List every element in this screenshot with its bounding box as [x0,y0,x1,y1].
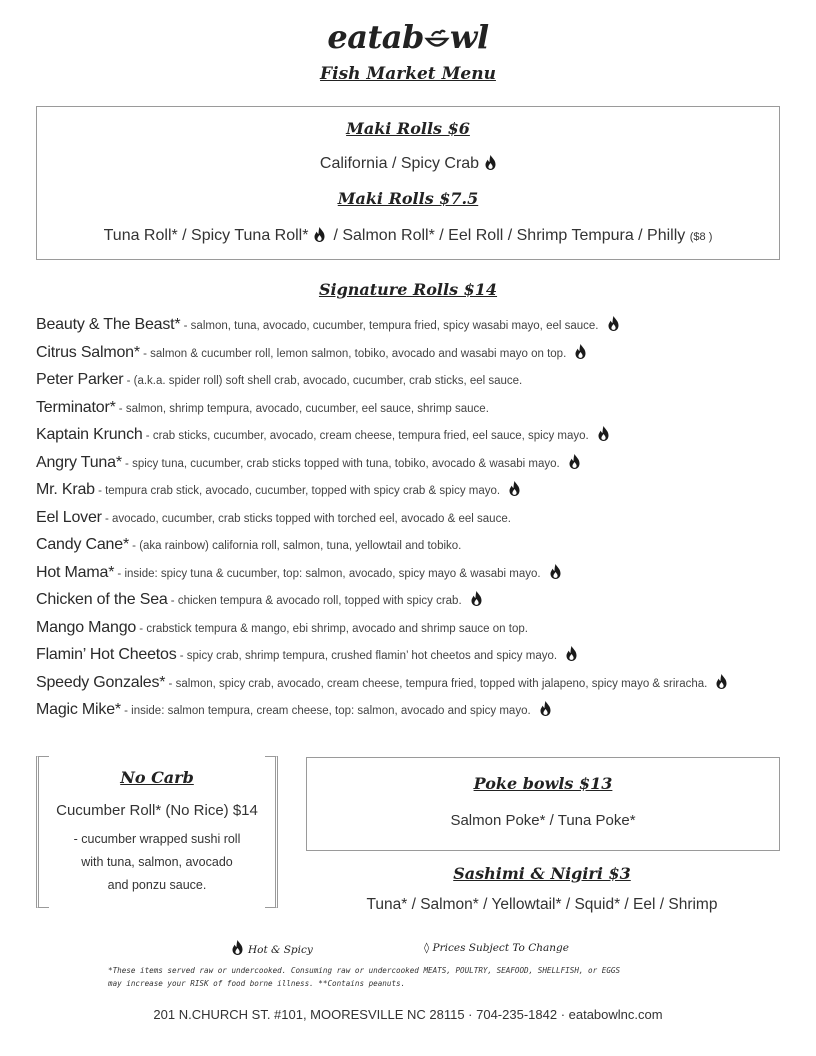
signature-roll-item [36,672,727,694]
maki-rolls-6-items [37,155,779,173]
roll-description: - chicken tempura & avocado roll, topped with spicy crab. [167,595,462,607]
roll-name: Mango Mango [36,618,137,636]
roll-name: Mr. Krab [36,481,95,498]
flame-icon [314,227,325,242]
signature-roll-item [36,314,619,336]
poke-bowls-items: Salmon Poke* / Tuna Poke* [450,812,636,829]
roll-description: - inside: spicy tuna & cucumber, top: salmon, avocado, spicy mayo & wasabi mayo. [114,567,541,580]
signature-roll-item [36,534,461,556]
sashimi-nigiri-items: Tuna* / Salmon* / Yellowtail* / Squid* / Eel / Shrimp [366,896,718,913]
roll-description: - salmon & cucumber roll, lemon salmon, tobiko, avocado and wasabi mayo on top. [139,347,567,360]
roll-description: - inside: salmon tempura, cream cheese, top: salmon, avocado and spicy mayo. [120,705,531,717]
signature-roll-item [36,589,482,611]
philly-price: ($8 ) [689,231,713,243]
no-carb-item: Cucumber Roll* (No Rice) $14 [56,802,258,819]
flame-icon [575,344,586,359]
roll-name: Flamin’ Hot Cheetos [36,646,177,663]
roll-name: Citrus Salmon* [36,343,140,361]
logo-text-right: wl [449,18,489,56]
roll-description: - spicy tuna, cucumber, crab sticks topped with tuna, tobiko, avocado & wasabi mayo. [121,457,560,470]
flame-icon [509,481,520,496]
no-carb-desc-3: and ponzu sauce. [107,878,207,892]
roll-name: Chicken of the Sea [36,591,168,608]
roll-name: Hot Mama* [36,563,115,581]
roll-description: - (a.k.a. spider roll) soft shell crab, avocado, cucumber, crab sticks, eel sauce. [123,375,523,387]
signature-roll-item [36,617,528,639]
disclaimer-line-2: may increase your RISK of food borne illness. **Contains peanuts. [108,979,406,988]
signature-roll-item [36,397,489,419]
no-carb-desc-2: with tuna, salmon, avocado [81,855,233,869]
roll-description: - crab sticks, cucumber, avocado, cream cheese, tempura fried, eel sauce, spicy mayo. [142,430,589,442]
flame-icon [540,701,551,716]
no-carb-box [36,756,278,908]
roll-description: - salmon, spicy crab, avocado, cream cheese, tempura fried, topped with jalapeno, spicy mayo & sriracha. [165,677,708,690]
flame-icon [598,426,609,441]
roll-name: Peter Parker [36,371,124,388]
signature-roll-item [36,507,511,529]
flame-icon [471,591,482,606]
maki-rolls-75-text-a: Tuna Roll* / Spicy Tuna Roll* [103,227,309,244]
disclaimer-line-1: *These items served raw or undercooked. Consuming raw or undercooked MEATS, POULTRY, SEAFOOD, SHELLFISH, or EGGS [108,966,621,975]
maki-rolls-75-title: Maki Rolls $7.5 [337,189,479,208]
bowl-icon [424,26,450,52]
flame-icon [566,646,577,661]
logo [0,18,816,58]
roll-name: Candy Cane* [36,536,129,553]
signature-roll-item [36,342,586,364]
no-carb-title: No Carb [120,768,194,787]
roll-name: Beauty & The Beast* [36,316,181,333]
roll-description: - tempura crab stick, avocado, cucumber, topped with spicy crab & spicy mayo. [94,485,501,497]
no-carb-desc-1: - cucumber wrapped sushi roll [73,832,241,846]
maki-rolls-6-title: Maki Rolls $6 [346,119,470,138]
maki-rolls-75-text-b: / Salmon Roll* / Eel Roll / Shrimp Tempura / Philly [333,227,686,244]
flame-icon [569,454,580,469]
roll-name: Speedy Gonzales* [36,673,166,691]
menu-subtitle: Fish Market Menu [320,64,496,84]
maki-rolls-6-text: California / Spicy Crab [319,155,480,172]
signature-roll-item [36,424,609,446]
roll-name: Terminator* [36,398,116,416]
roll-description: - spicy crab, shrimp tempura, crushed flamin’ hot cheetos and spicy mayo. [176,650,558,662]
roll-description: - salmon, tuna, avocado, cucumber, tempura fried, spicy wasabi mayo, eel sauce. [180,320,599,332]
flame-icon [550,564,561,579]
signature-roll-item [36,452,580,474]
poke-bowls-box [306,757,780,851]
roll-description: - (aka rainbow) california roll, salmon, tuna, yellowtail and tobiko. [128,540,462,552]
legend-prices: ◊ Prices Subject To Change [424,942,569,954]
footer-address: 201 N.CHURCH ST. #101, MOORESVILLE NC 28115 · 704-235-1842 · eatabowlnc.com [153,1007,663,1022]
roll-description: - avocado, cucumber, crab sticks topped with torched eel, avocado & eel sauce. [101,512,511,525]
signature-roll-item [36,369,522,391]
poke-bowls-title: Poke bowls $13 [473,774,613,793]
legend-hot-spicy-label: Hot & Spicy [248,944,313,956]
maki-rolls-box [36,106,780,260]
roll-description: - salmon, shrimp tempura, avocado, cucumber, eel sauce, shrimp sauce. [115,402,489,415]
roll-description: - crabstick tempura & mango, ebi shrimp, avocado and shrimp sauce on top. [136,622,528,635]
logo-text-left: eatab [327,18,424,56]
roll-name: Magic Mike* [36,701,121,718]
signature-roll-item [36,562,561,584]
flame-icon [608,316,619,331]
signature-rolls-title: Signature Rolls $14 [318,280,498,299]
flame-icon [716,674,727,689]
roll-name: Eel Lover [36,508,102,526]
flame-icon [232,940,243,955]
legend-hot-spicy [232,940,313,956]
signature-roll-item [36,644,577,666]
roll-name: Angry Tuna* [36,453,122,471]
flame-icon [485,155,496,170]
sashimi-nigiri-title: Sashimi & Nigiri $3 [453,864,631,883]
signature-roll-item [36,699,551,721]
maki-rolls-75-items [37,227,779,245]
roll-name: Kaptain Krunch [36,426,143,443]
signature-roll-item [36,479,520,501]
